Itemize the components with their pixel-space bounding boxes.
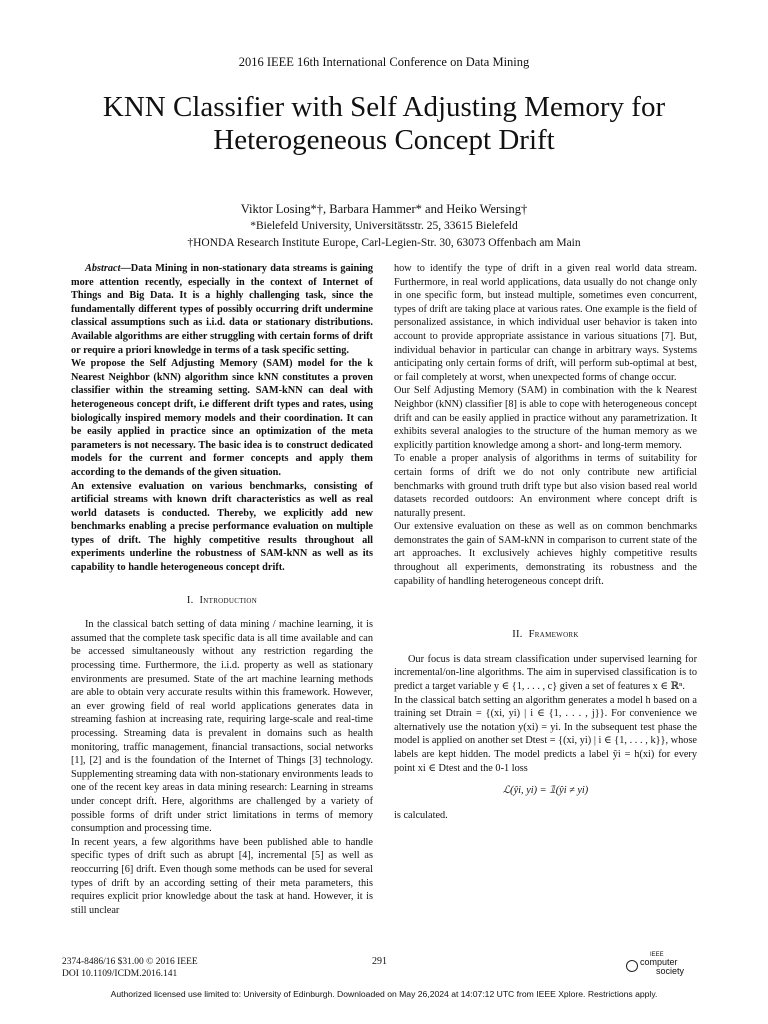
author-block	[0, 201, 768, 252]
footer-issn: 2374-8486/16 $31.00 © 2016 IEEE	[62, 957, 198, 967]
conference-header: 2016 IEEE 16th International Conference on Data Mining	[238, 55, 530, 69]
author-names: Viktor Losing*†, Barbara Hammer* and Heiko Wersing†	[240, 202, 528, 216]
section-heading-framework: II. Framework	[512, 629, 579, 641]
intro-paragraph-5: To enable a proper analysis of algorithms in terms of suitability for certain forms of drift we do not only contribute new artificial benchmarks with ground truth drift type but also vision based real world datasets recorded outdoors: An environment where concept drift is naturally present.	[394, 453, 697, 519]
intro-paragraph-3: how to identify the type of drift in a given real world data stream. Furthermore, in real world applications, data usually do not change only in one specific form, but instead multiple, sometimes even concurrent, types of drift are taking place at various rates. One example is the field of personalized assistance, in which individual user behavior is taken into account to provide appropriate assistance in various situations [7]. But, individual behavior in particular can change in arbitrary ways. Systems anticipating only certain forms of drift, will perform sub-optimal at best, or fail completely at worst, when unexpected forms of change occur.	[394, 263, 697, 383]
loss-equation: ℒ(ŷi, yi) = 𝟙(ŷi ≠ yi)	[502, 785, 589, 797]
abstract-paragraph-1: Abstract—Data Mining in non-stationary data streams is gaining more attention recently, especially in the context of Internet of Things and Big Data. It is a highly challenging task, since the fundamentally different types of possibly occurring drift undermine classical assumptions such as i.i.d. data or stationary distributions. Available algorithms are either struggling with certain forms of drift or require a priori knowledge in terms of a task specific setting.	[71, 263, 373, 356]
globe-icon	[626, 960, 638, 972]
intro-paragraph-2: In recent years, a few algorithms have been published able to handle specific types of drift such as abrupt [4], incremental [5] as well as reoccurring [6] drift. Even though some methods can be used for several types of drift by an according setting of their meta parameters, this requires explicit prior knowledge about the task at hand. However, it is still unclear	[71, 836, 373, 916]
intro-paragraph-1: In the classical batch setting of data mining / machine learning, it is assumed that the complete task specific data is all time available and can be accessed simultaneously without any restriction regarding the processing time. Furthermore, the i.i.d. property as well as stationary environments are presumed. State of the art machine learning methods are able to obtain very accurate results within this framework. However, an ever growing field of real world applications generates data in streaming fashion at increasing rate, requiring large-scale and real-time processing. Streaming data is prevalent in domains such as health monitoring, traffic management, financial transactions, social networks [1], [2] and is the foundation of the Internet of Things [3] technology. Supplementing streaming data with non-stationary environments leads to one of the recent key areas in data mining research: Learning in streams under concept drift. Here, algorithms are challenged by a variety of possible forms of drift under strict limitations in terms of memory consumption and processing time.	[71, 619, 373, 835]
abstract	[71, 262, 373, 575]
abstract-paragraph-3: An extensive evaluation on various benchmarks, consisting of artificial streams with known drift characteristics as well as real world datasets is conducted. Thereby, we explicitly add new benchmarks enabling a precise performance evaluation on multiple types of drift. The highly competitive results throughout all experiments underline the robustness of SAM-kNN as well as its capability to handle heterogeneous concept drift.	[71, 480, 373, 574]
license-notice: Authorized licensed use limited to: University of Edinburgh. Downloaded on May 26,2024 at 14:07:12 UTC from IEEE Xplore. Restrictions apply.	[110, 989, 658, 999]
title-line-1: KNN Classifier with Self Adjusting Memory for	[102, 91, 666, 123]
abstract-label: Abstract	[85, 263, 121, 274]
title-line-2: Heterogeneous Concept Drift	[213, 124, 555, 156]
abstract-paragraph-2: We propose the Self Adjusting Memory (SAM) model for the k Nearest Neighbor (kNN) algorithm since kNN constitutes a proven classifier within the streaming setting. SAM-kNN can deal with heterogeneous concept drift, i.e different drift types and rates, using biologically inspired memory models and their coordination. It can be easily applied in practice since an optimization of the meta parameters is not necessary. The basic idea is to construct dedicated models for the current and former concepts and apply them according to the demands of the given situation.	[71, 358, 373, 478]
footer-issn-doi	[62, 956, 198, 980]
footer-doi: DOI 10.1109/ICDM.2016.141	[62, 969, 178, 979]
intro-paragraph-6: Our extensive evaluation on these as well as on common benchmarks demonstrates the gain of SAM-kNN in comparison to current state of the art approaches. It exclusively achieves highly competitive results throughout all experiments, demonstrating its robustness and the capability of handling heterogeneous concept drift.	[394, 521, 697, 587]
computer-society-logo: IEEE computer society	[626, 952, 698, 978]
affiliation-1: *Bielefeld University, Universitätsstr. 25, 33615 Bielefeld	[250, 220, 518, 232]
framework-paragraph-3: is calculated.	[394, 809, 448, 821]
affiliation-2: †HONDA Research Institute Europe, Carl-Legien-Str. 30, 63073 Offenbach am Main	[187, 237, 581, 249]
left-column	[71, 262, 373, 917]
paper-title	[40, 91, 728, 157]
right-column	[394, 262, 697, 822]
page-number: 291	[372, 956, 387, 967]
framework-paragraph-1: Our focus is data stream classification under supervised learning for incremental/on-line algorithms. The aim in supervised classification is to predict a target variable y ∈ {1, . . . , c} given a set of features x ∈ ℝⁿ.	[394, 653, 697, 693]
section-heading-introduction: I. Introduction	[186, 594, 258, 606]
intro-paragraph-4: Our Self Adjusting Memory (SAM) in combination with the k Nearest Neighbor (kNN) classifier [8] is able to cope with heterogeneous concept drift and can be easily applied in practice without any parametrization. It exhibits several analogies to the structure of the human memory as we explicitly partition knowledge among a short- and long-term memory.	[394, 385, 697, 451]
framework-paragraph-2: In the classical batch setting an algorithm generates a model h based on a training set Dtrain = {(xi, yi) | i ∈ {1, . . . , j}}. For convenience we alternatively use the notation y(xi) = yi. In the subsequent test phase the model is applied on another set Dtest = {(xi, yi) | i ∈ {1, . . . , k}}, whose labels are kept hidden. The model predicts a label ŷi = h(xi) for every point xi ∈ Dtest and the 0-1 loss	[394, 694, 697, 774]
